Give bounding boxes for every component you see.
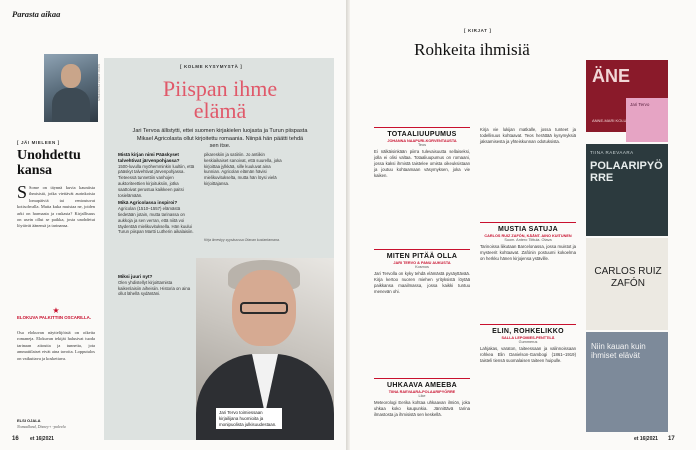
cover-2-title: Jari Tervo xyxy=(630,102,650,107)
book-4-title: MUSTIA SATUJA xyxy=(498,226,558,233)
cover-3-title: POLAARIPYÖRRE xyxy=(590,160,663,184)
feature-tag: [ KOLME KYSYMYSTÄ ] xyxy=(180,64,243,69)
feature-photo-credit: Kirja ilmestyy syyskuussa Otavan kustantamana. xyxy=(204,238,280,242)
columnist-photo xyxy=(44,54,98,122)
book-4-author: CARLOS RUIZ ZAFÓN, KÄÄNT. AINO KUITUNEN xyxy=(484,234,572,238)
feature-column-1 xyxy=(118,152,196,237)
book-2-text: Jari Tervolla on kyky tehdä elämästä pysäyttävää. Kirja kertoo nuoren miehen yrityksistä löytää paikkansa maailmassa, jossa kaikki tuntuu menevän ohi. xyxy=(374,271,470,294)
author-name: ELSI OJALA xyxy=(17,418,41,423)
cover-4-title: CARLOS RUIZ ZAFÓN xyxy=(594,266,662,289)
rule-1 xyxy=(374,127,470,128)
book-review-1 xyxy=(374,131,470,179)
cover-5 xyxy=(586,332,668,432)
question-1: Mistä kirjan nimi Pääskyset talvehtivat järvenpohjassa? xyxy=(118,152,180,163)
footer-mag-left: et 16|2021 xyxy=(30,436,54,442)
rule-4 xyxy=(480,222,576,223)
book-1-text-cont: Kirja vie lukijan matkalle, jossa tunteet ja todellisuus kohtaavat. Teos herättää kysymyksiä jaksamisesta ja yhteiskunnan odotuksista. xyxy=(480,127,576,144)
cover-4 xyxy=(586,238,668,330)
columnist-face xyxy=(61,64,81,88)
cover-1-author: ANNE-MARI KOLU xyxy=(592,118,627,123)
book-4-text: Tarinoissa liikutaan Barcelonassa, jossa muistot ja mysteerit kohtaavat. Zafónin postuumi kokoelma on herkku hänen kirjojensa ystäville. xyxy=(480,244,576,261)
column-text-1: Some on täynnä kuvia kauniista ihmisistä, jotka viettävät aurinkoisia lomapäiviä tai rentoutuvat kotisohvalla. Mutta kuka muistaa ne, joiden arki on harmaata ja raskasta? Kirjallisuus on usein ollut se paikka, josta unohdetut löytävät äänensä ja tarinansa. xyxy=(17,185,95,229)
book-2-publisher: Kosmos xyxy=(415,265,429,269)
books-tag: [ KIRJAT ] xyxy=(464,28,492,33)
book-3-title: UHKAAVA AMEEBA xyxy=(387,382,457,389)
star-icon: ★ xyxy=(52,306,60,315)
columnist-body xyxy=(52,88,90,122)
drop-cap: S xyxy=(17,182,28,202)
book-3-author: TIINA RAEVAARA-POLAARIPYÖRRE xyxy=(388,390,456,394)
portrait-glasses xyxy=(240,302,288,314)
book-covers xyxy=(586,60,668,440)
column-body-1 xyxy=(17,182,95,230)
page-number-left: 16 xyxy=(12,436,19,442)
feature-col2-text: pikareskiin ja satiiriin. Jo antiikin keskiaikaiset sanoivat, että suurella, joka kirjoittaa jylkkää, sille kuuluvat aina kunnian. Agricolan elämän hävisi mielikuvitukselta, mutta hän löysi vielä kirjoittajansa. xyxy=(204,152,282,186)
portrait-caption: Jari Tervo toimiessaan kirjailijana huomioita ja monipuolista julkisuudestaan. xyxy=(216,408,282,429)
rule-3 xyxy=(374,378,470,379)
book-review-4 xyxy=(480,226,576,262)
book-5-author: SALLA LEPOMIES-PENTTILÄ xyxy=(501,336,555,340)
answer-2: Agricolan (1510–1557) elämästä tiedetään jotain, mutta tarinassa on aukkoja ja sen verran, että niitä voi täydentää mielikuvituksella. Hän kuului Turun piispan Martti Lutherin aikalaisiin. xyxy=(118,206,194,235)
photo-credit: KUVA: JUKKA PEHKONEN xyxy=(97,64,101,101)
cover-3-author: TIINA RAEVAARA xyxy=(590,150,634,155)
book-review-1-cont xyxy=(480,127,576,145)
book-5-publisher: Gummerus xyxy=(518,340,538,344)
star-note xyxy=(17,306,95,321)
column-tag: [ JÄI MIELEEN ] xyxy=(17,140,60,145)
feature-title: Piispan ihme elämä xyxy=(162,76,278,123)
column-title: Unohdettu kansa xyxy=(17,148,81,178)
book-4-publisher: Suom. Antero Tiittula. Otava xyxy=(504,238,552,242)
feature-column-3 xyxy=(118,272,192,297)
rule-5 xyxy=(480,324,576,325)
cover-1-title: ÄNE xyxy=(592,66,631,86)
cover-2 xyxy=(626,98,668,142)
book-5-title: ELIN, ROHKELIKKO xyxy=(492,328,564,335)
book-1-publisher: Teos xyxy=(417,143,427,147)
star-note-text: ELOKUVA PALKITTIIN OSCARILLA. xyxy=(17,315,92,320)
feature-lead: Jari Tervoa ällistytti, ettei suomen kirjakielen luojasta ja Turun piispasta Mikael Agricolasta ollut kirjoitettu romaania. Niinpä hän päätti tehdä sen itse. xyxy=(132,128,308,150)
book-3-publisher: Like xyxy=(418,394,426,398)
book-5-text: Lahjakas, varaton, taiteessaan ja valinnoissaan rohkea Elin Danielson-Gambogi (1861–1919) taisteli tiensä suomalaisen taiteen huipulle. xyxy=(480,346,576,363)
answer-1: 1500-luvulla myöhemminkin luultiin, että pääskyt talvehtivat järvenpohjassa. Tieteessä tunnettiin vanhojen auktoriteettien kirjoituksiin, jotka saattoivat perustua kaikkeen paitsi tosielämään. xyxy=(118,163,195,198)
column-text-2: Osa elokuvan näyttelijöistä on oikeita romaneja. Elokuvan tekijät halusivat tuoda tarinaan aitoutta ja tunnetta, jota ammattilaiset eivät aina tavoita. Lopputulos on vaikuttava ja koskettava. xyxy=(17,330,95,361)
book-2-author: JARI TERVO & PANU AUKUSTA xyxy=(393,261,451,265)
footer-mag-right: et 16|2021 xyxy=(634,436,658,442)
book-review-3 xyxy=(374,382,470,418)
cover-5-title: Niin kauan kuin ihmiset elävät xyxy=(591,342,646,360)
question-2: Mikä Agricolassa inspiroi? xyxy=(118,200,178,206)
book-2-title: MITEN PITÄÄ OLLA xyxy=(386,253,458,260)
section-title: Parasta aikaa xyxy=(12,9,61,19)
book-review-5 xyxy=(480,328,576,364)
author-sub: Nomadland, Disney+ -palvelu xyxy=(17,424,66,429)
book-3-text: Meteorologi Eerika kohtaa uhkaavan ilmiön, joka uhkaa koko kaupunkia. Jännittävä tarina ilmastosta ja ihmisistä sen keskellä. xyxy=(374,400,470,417)
feature-column-2 xyxy=(204,152,282,189)
rule-2 xyxy=(374,249,470,250)
book-review-2 xyxy=(374,253,470,295)
book-1-text: Ei nälkäisinkään piirra tulevaisuutta sellaiseksi, jolla ei olisi valtaa. Totaaliuupumus on romaani, jossa kaksi ihmistä taistelee omista oikeuksistaan ja joutuu kohtaamaan väsymyksen, joka vie kaiken. xyxy=(374,149,470,178)
cover-3 xyxy=(586,144,668,236)
page-number-right: 17 xyxy=(668,436,675,442)
question-3: Miksi juuri nyt? xyxy=(118,274,153,279)
book-1-title: TOTAALIUUPUMUS xyxy=(387,131,457,138)
answer-3: Olen yhdistellyt kirjoittamista kaikenlaisiin aiheisiin. Historia on aina ollut lähellä sydäntäni. xyxy=(118,279,191,297)
book-1-author: JOHANNA NAAPURI-KORVENTAUSTA xyxy=(387,139,457,143)
books-title: Rohkeita ihmisiä xyxy=(414,40,530,59)
